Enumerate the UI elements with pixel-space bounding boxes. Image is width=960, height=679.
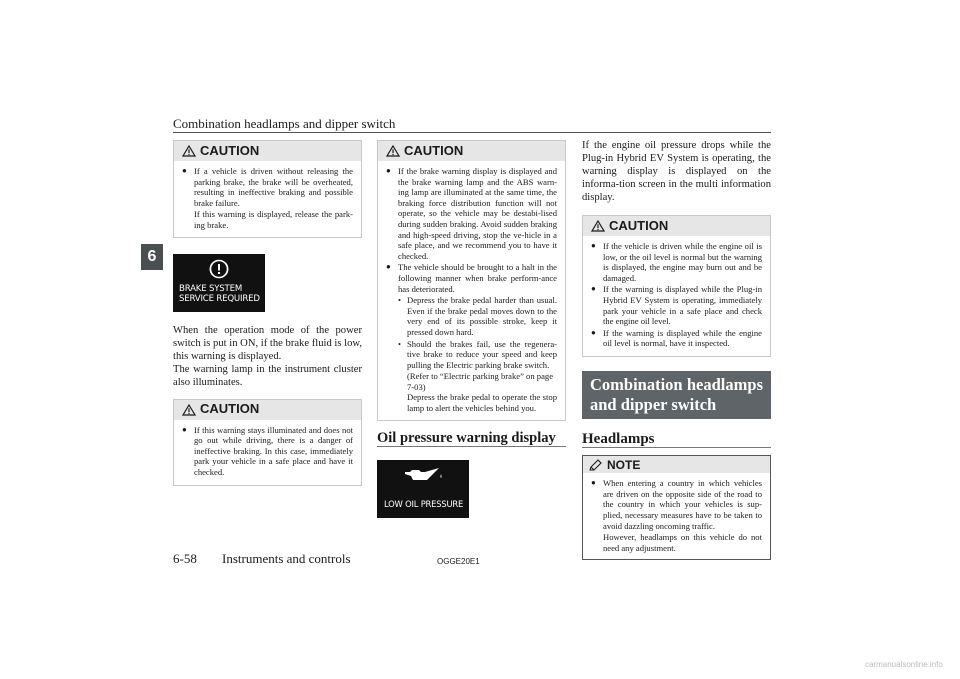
page-reference: (Refer to “Electric parking brake” on page 7-03) <box>407 371 554 392</box>
oil-screen-label: LOW OIL PRESSURE <box>384 498 464 509</box>
caution-box-brake-illuminated <box>173 399 362 486</box>
caution-box-parking-brake <box>173 140 362 238</box>
section-rule <box>582 447 771 448</box>
caution-item: ● If the warning is displayed while the Plug-in Hybrid EV System is operating, immediately park your vehicle in a safe place and check the engine oil level. <box>591 284 762 327</box>
caution-box-engine-oil <box>582 215 771 357</box>
brake-system-warning-display <box>173 254 265 312</box>
caution-item: ● If a vehicle is driven without releasing the parking brake, the brake will be overheated, resulting in ineffective braking and possible brake failure. <box>182 166 353 208</box>
pencil-icon <box>589 459 603 471</box>
page-number: 6-58 <box>173 551 197 566</box>
warning-triangle-icon <box>591 220 605 232</box>
caution-subitem-continuation: Depress the brake pedal to operate the stop lamp to alert the vehicles behind you. <box>407 392 557 414</box>
exclamation-circle-icon <box>209 259 229 279</box>
caution-title: CAUTION <box>200 142 260 158</box>
paragraph-oil-pressure: If the engine oil pressure drops while the Plug-in Hybrid EV System is operating, the warning display is displayed on the informa-tion screen in the multi information display. <box>582 140 771 203</box>
brake-screen-line1: BRAKE SYSTEM <box>179 283 243 294</box>
caution-item: ● If the warning is displayed while the engine oil level is normal, have it inspected. <box>591 327 762 349</box>
warning-triangle-icon <box>386 145 400 157</box>
running-title: Combination headlamps and dipper switch <box>173 116 396 131</box>
oil-can-icon <box>403 466 445 484</box>
note-header <box>583 456 770 473</box>
column-3 <box>582 139 771 560</box>
caution-item: ● If this warning stays illuminated and does not go out while driving, there is a danger of ineffective braking. In this case, immediately park your vehicle in a safe place and have it checked. <box>182 424 353 477</box>
brake-screen-line2: SERVICE REQUIRED <box>179 293 260 304</box>
caution-title: CAUTION <box>609 217 669 233</box>
section-rule <box>377 446 566 447</box>
section-banner: Combination headlamps and dipper switch <box>582 371 771 419</box>
note-item-continuation: However, headlamps on this vehicle do not need any adjustment. <box>603 532 762 553</box>
header-rule <box>173 132 771 133</box>
chapter-tab: 6 <box>141 244 163 270</box>
column-1 <box>173 140 362 486</box>
caution-title: CAUTION <box>404 142 464 158</box>
paragraph-brake-fluid: When the operation mode of the power switch is put in ON, if the brake fluid is low, this warning is displayed. <box>173 324 362 362</box>
caution-header <box>174 400 361 420</box>
caution-header <box>583 216 770 236</box>
caution-subitem: • Should the brakes fail, use the regenera-tive brake to reduce your speed and keep pulling the Electric parking brake switch. <box>398 338 557 370</box>
warning-triangle-icon <box>182 404 196 416</box>
doc-code: OGGE20E1 <box>437 557 480 566</box>
caution-item: ● If the brake warning display is displayed and the brake warning lamp and the ABS warn-ing lamp are illuminated at the same time, the braking force distribution function will not operate, so the vehicle may be destabi-lised during sudden braking. Avoid sudden braking and high-speed driving, stop the ve-hicle in a safe place, and we recommend you to have it checked. <box>386 166 557 261</box>
column-2 <box>377 140 566 518</box>
note-box <box>582 455 771 560</box>
caution-item: ● If the vehicle is driven while the engine oil is low, or the oil level is normal but the warning is displayed, the engine may burn out and be damaged. <box>591 241 762 283</box>
low-oil-pressure-display <box>377 460 469 518</box>
headlamps-heading: Headlamps <box>582 430 655 447</box>
watermark: carmanualsonline.info <box>865 660 943 669</box>
caution-header <box>378 141 565 161</box>
caution-header <box>174 141 361 161</box>
caution-title: CAUTION <box>200 401 260 417</box>
oil-pressure-heading: Oil pressure warning display <box>377 429 556 446</box>
note-item: ● When entering a country in which vehicles are driven on the opposite side of the road to the country in which your vehicles is sup-plied, necessary measures have to be taken to avoid dazzling oncoming traffic. <box>591 478 762 531</box>
caution-subitem: • Depress the brake pedal harder than usual. Even if the brake pedal moves down to the very end of its possible stroke, keep it pressed down hard. <box>398 295 557 337</box>
caution-item-continuation: If this warning is displayed, release the park-ing brake. <box>194 209 353 230</box>
note-title: NOTE <box>607 457 641 472</box>
paragraph-warning-lamp: The warning lamp in the instrument cluster also illuminates. <box>173 363 362 388</box>
footer-section: Instruments and controls <box>222 551 351 566</box>
warning-triangle-icon <box>182 145 196 157</box>
caution-item: ● The vehicle should be brought to a halt in the following manner when brake perform-ance has deteriorated. <box>386 262 557 294</box>
caution-box-brake-performance <box>377 140 566 421</box>
